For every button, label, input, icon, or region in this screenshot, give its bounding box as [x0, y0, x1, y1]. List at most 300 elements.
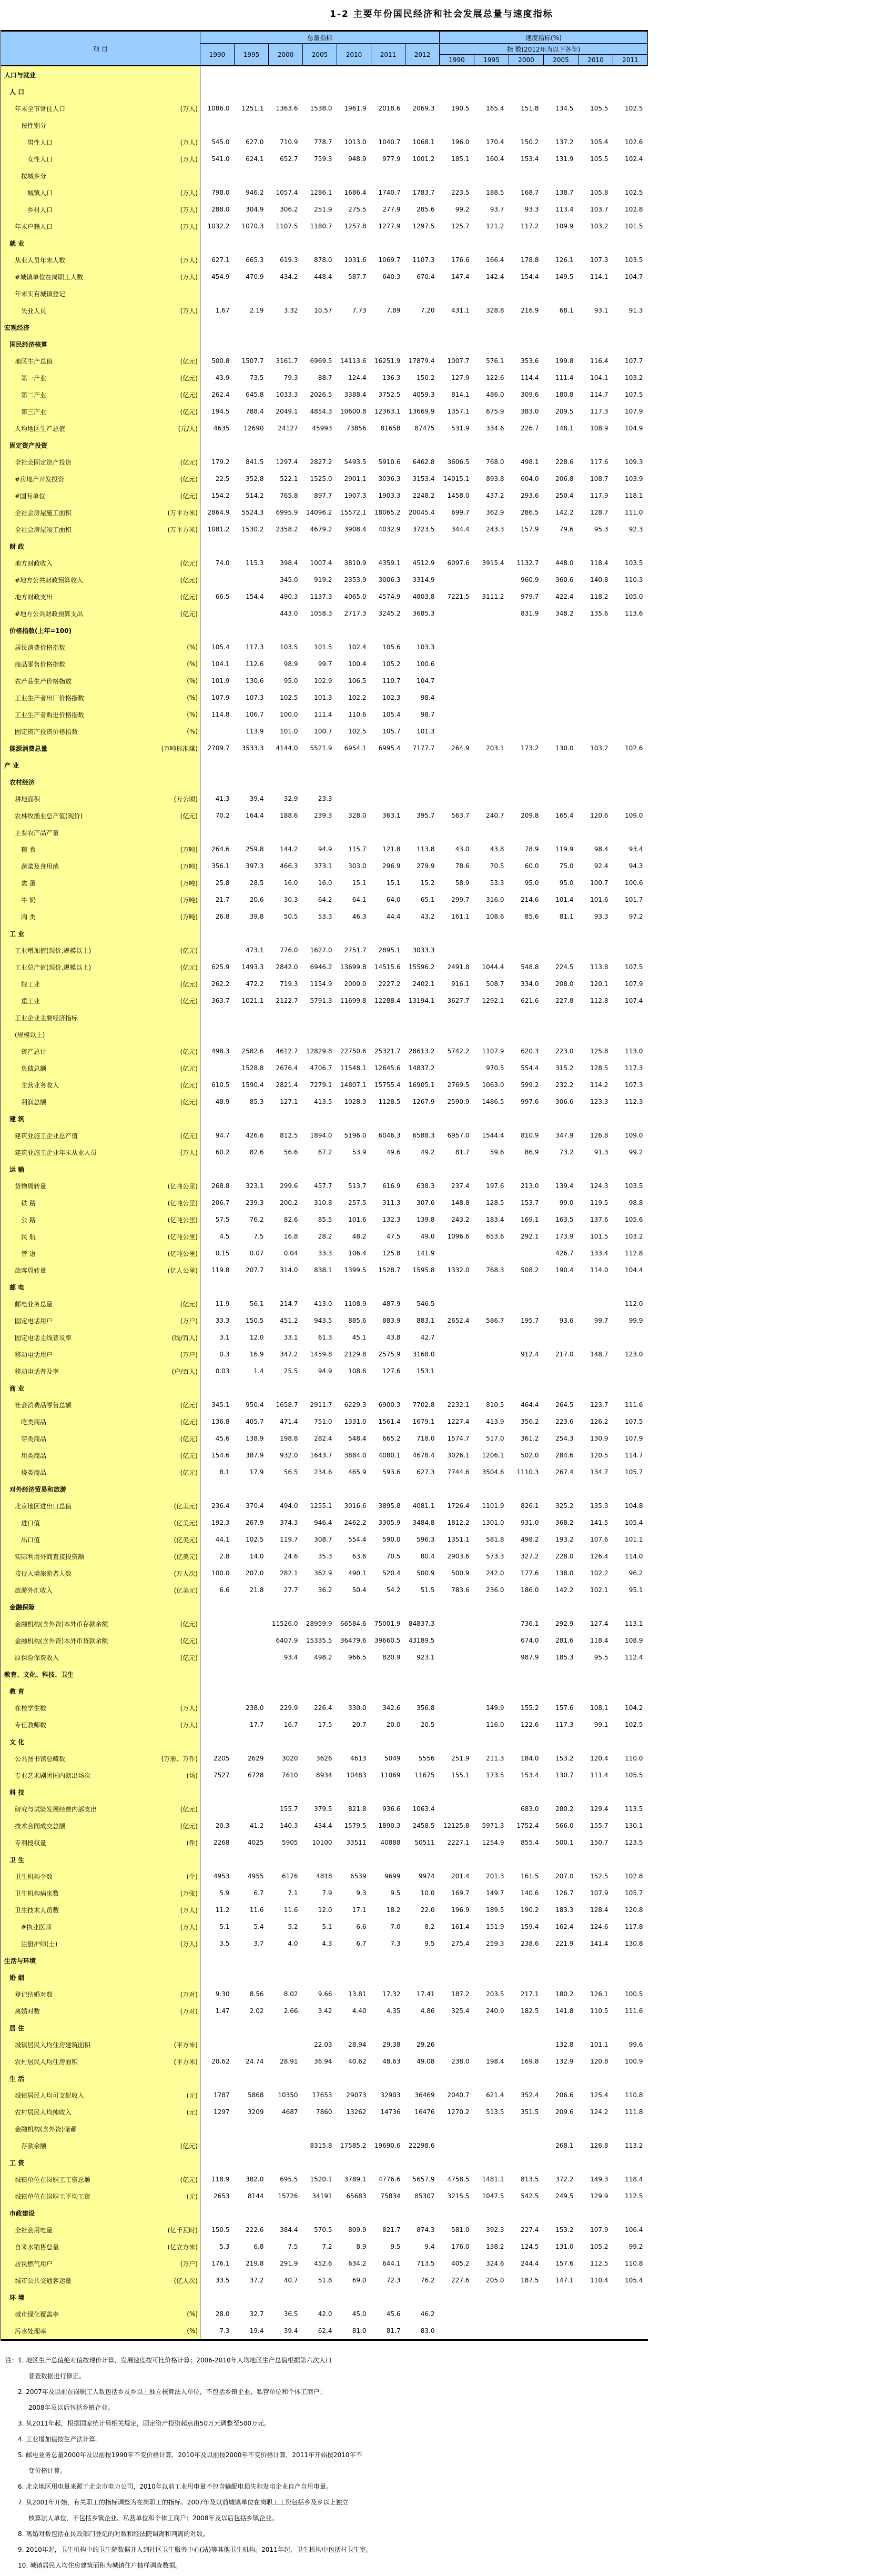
value-cell: 8.9	[356, 2243, 367, 2250]
index-cell: 138.7	[555, 189, 574, 196]
index-cell	[474, 2306, 509, 2322]
item-label: 民 航	[21, 1233, 36, 1241]
table-row	[1, 1632, 648, 1649]
index-cell: 103.7	[590, 206, 608, 213]
index-cell: 120.1	[590, 980, 608, 988]
value-cell	[269, 824, 303, 841]
item-label: 吃类商品	[21, 1418, 47, 1426]
value-cell	[235, 235, 269, 251]
value-cell: 883.9	[382, 1317, 401, 1324]
value-cell: 1068.1	[412, 138, 435, 146]
value-cell: 454.9	[211, 273, 230, 280]
value-cell	[371, 1952, 405, 1969]
index-cell	[509, 2019, 544, 2036]
index-cell: 92.3	[628, 526, 643, 533]
index-cell	[509, 2306, 544, 2322]
index-cell: 683.0	[521, 1805, 539, 1813]
item-label: 城镇居民人均可支配收入	[15, 2091, 85, 2099]
value-cell	[200, 1784, 235, 1800]
index-cell: 831.9	[521, 610, 539, 617]
value-cell: 1257.8	[344, 223, 367, 230]
value-cell: 5196.0	[344, 1132, 367, 1139]
value-cell: 75834	[380, 2192, 401, 2200]
value-cell	[405, 437, 440, 454]
index-cell: 2232.1	[447, 1401, 470, 1408]
index-cell: 3026.1	[447, 1452, 470, 1459]
table-row	[1, 1868, 648, 1885]
index-cell: 107.9	[590, 2226, 608, 2233]
value-cell: 88.7	[318, 374, 332, 381]
index-cell: 91.3	[628, 307, 643, 314]
item-label: 旅客周转量	[15, 1266, 47, 1274]
value-cell	[405, 1598, 440, 1615]
section-row	[1, 1784, 648, 1800]
value-cell: 10100	[312, 1839, 332, 1846]
index-cell: 142.2	[555, 509, 574, 516]
index-cell	[509, 2120, 544, 2137]
value-cell: 76.2	[249, 1216, 264, 1223]
value-cell	[371, 2120, 405, 2137]
item-label: 旅游外汇收入	[15, 1586, 53, 1594]
value-cell: 20.5	[420, 1721, 435, 1728]
index-cell: 113.5	[625, 1805, 643, 1813]
item-unit: (亿吨公里)	[167, 1250, 198, 1257]
index-cell: 3504.6	[482, 1468, 504, 1476]
index-cell	[509, 83, 544, 100]
value-cell: 1297.4	[276, 458, 298, 466]
index-cell	[474, 2070, 509, 2087]
value-cell: 22298.6	[408, 2142, 435, 2149]
value-cell: 311.3	[382, 1199, 401, 1206]
index-cell	[440, 437, 474, 454]
table-row	[1, 470, 648, 487]
value-cell	[200, 336, 235, 353]
value-cell	[337, 117, 371, 134]
table-row	[1, 302, 648, 319]
index-cell: 348.2	[555, 610, 574, 617]
value-cell: 23.3	[318, 795, 332, 802]
value-cell: 33.5	[215, 2277, 230, 2284]
value-cell: 6.7	[356, 1940, 367, 1947]
item-label: 金融保险	[9, 1603, 35, 1611]
value-cell: 125.8	[382, 1250, 401, 1257]
item-unit: (平方米)	[174, 2041, 198, 2049]
index-cell	[440, 2205, 474, 2221]
value-cell: 67.2	[318, 1149, 332, 1156]
item-unit: (万人)	[180, 189, 198, 197]
index-cell: 513.5	[486, 2108, 504, 2116]
index-cell: 132.9	[555, 2058, 574, 2065]
value-cell	[269, 1851, 303, 1868]
item-label: 居民消费价格指数	[15, 643, 66, 651]
value-cell: 306.2	[280, 206, 298, 213]
index-cell: 112.8	[625, 1250, 643, 1257]
value-cell: 2895.1	[378, 947, 401, 954]
value-cell: 101.6	[348, 1216, 367, 1223]
item-label: 就 业	[9, 239, 25, 247]
item-cell	[1, 1598, 200, 1615]
item-label: 邮 电	[9, 1283, 25, 1291]
value-cell	[200, 622, 235, 639]
value-cell: 65.1	[420, 896, 435, 903]
value-cell	[235, 1952, 269, 1969]
value-cell: 1286.1	[310, 189, 332, 196]
table-row	[1, 184, 648, 201]
value-cell: 751.0	[314, 1418, 332, 1425]
item-cell	[1, 2322, 200, 2340]
index-cell: 1044.4	[482, 963, 504, 971]
value-cell: 16476	[414, 2108, 435, 2116]
index-cell: 267.4	[555, 1468, 574, 1476]
index-cell: 147.1	[555, 2277, 574, 2284]
value-cell: 104.7	[417, 677, 435, 685]
index-cell: 5742.2	[447, 1048, 470, 1055]
index-cell: 111.6	[625, 2007, 643, 2015]
index-cell: 148.7	[590, 1351, 608, 1358]
item-label: 原保险保费收入	[15, 1654, 59, 1662]
value-cell: 7.0	[390, 1923, 401, 1930]
item-cell	[1, 1632, 200, 1649]
index-cell: 581.0	[451, 2226, 470, 2233]
item-label: 自来水销售总量	[15, 2243, 59, 2251]
item-label: 固定电话用户	[15, 1317, 53, 1325]
value-cell: 1528.7	[378, 1266, 401, 1274]
index-cell: 196.0	[451, 138, 470, 146]
index-cell: 105.6	[625, 1216, 643, 1223]
table-row	[1, 1228, 648, 1245]
value-cell	[235, 2137, 269, 2154]
item-unit: (亿美元)	[174, 1502, 198, 1510]
value-cell: 127.6	[382, 1367, 401, 1375]
footnote-line: 2. 2007年及以前在岗职工人数包括乡及乡以上独立核算法人单位，不包括乡镇企业、私营单位和个体工商户；	[18, 2388, 326, 2396]
value-cell	[371, 925, 405, 942]
value-cell: 7279.1	[310, 1081, 332, 1089]
index-cell: 173.9	[555, 1233, 574, 1240]
section-row	[1, 538, 648, 555]
table-row	[1, 1565, 648, 1582]
index-cell	[613, 1969, 648, 1986]
value-cell: 2129.8	[344, 1351, 367, 1358]
index-cell: 105.8	[590, 189, 608, 196]
value-cell: 3626	[316, 1755, 332, 1762]
value-cell: 37.2	[249, 2277, 264, 2284]
value-cell: 11526.0	[271, 1620, 298, 1627]
index-cell	[613, 1161, 648, 1178]
value-cell: 4635	[213, 425, 230, 432]
section-row	[1, 2289, 648, 2306]
value-cell: 99.7	[318, 660, 332, 668]
index-cell: 100.9	[625, 2058, 643, 2065]
index-cell: 113.6	[625, 610, 643, 617]
item-unit: (%)	[187, 2310, 198, 2318]
index-cell: 184.0	[521, 1755, 539, 1762]
value-cell	[337, 319, 371, 336]
value-cell: 1128.5	[378, 1098, 401, 1105]
index-cell: 111.6	[625, 1401, 643, 1408]
index-cell	[544, 1110, 578, 1127]
value-cell: 70.2	[215, 812, 230, 819]
value-cell: 239.3	[314, 812, 332, 819]
item-cell	[1, 672, 200, 689]
index-cell: 118.2	[590, 593, 608, 600]
index-cell: 604.0	[521, 475, 539, 482]
index-cell: 117.8	[625, 1923, 643, 1930]
item-unit: (元/人)	[178, 425, 198, 432]
value-cell: 345.1	[211, 1401, 230, 1408]
value-cell	[303, 2120, 337, 2137]
value-cell: 229.9	[280, 1704, 298, 1712]
value-cell: 14736	[380, 2108, 401, 2116]
item-label: 人口与就业	[4, 71, 36, 79]
index-cell: 122.6	[486, 374, 504, 381]
value-cell: 638.3	[417, 1182, 435, 1190]
item-cell	[1, 588, 200, 605]
value-cell: 4025	[247, 1839, 264, 1846]
item-unit: (%)	[187, 660, 198, 668]
item-cell	[1, 1178, 200, 1194]
value-cell: 303.0	[348, 862, 367, 870]
value-cell	[405, 1683, 440, 1699]
index-cell	[440, 1329, 474, 1346]
item-cell	[1, 2087, 200, 2104]
index-cell: 997.6	[521, 1098, 539, 1105]
index-cell: 180.8	[555, 391, 574, 398]
index-cell: 216.9	[521, 307, 539, 314]
index-cell	[440, 1800, 474, 1817]
value-cell	[371, 1481, 405, 1497]
index-cell: 43.8	[490, 846, 504, 853]
value-cell: 7.9	[322, 1889, 332, 1897]
value-cell: 2358.2	[276, 526, 298, 533]
value-cell: 15596.2	[408, 963, 435, 971]
value-cell	[269, 2120, 303, 2137]
value-cell: 465.9	[348, 1468, 367, 1476]
index-cell	[509, 117, 544, 134]
item-label: 建 筑	[9, 1115, 25, 1123]
item-label: 接待入境旅游者人数	[15, 1569, 72, 1577]
index-cell: 150.2	[521, 138, 539, 146]
value-cell	[405, 336, 440, 353]
index-cell: 2491.8	[447, 963, 470, 971]
index-cell	[440, 942, 474, 959]
item-cell	[1, 1733, 200, 1750]
column-header-total: 总量指标	[200, 31, 440, 44]
value-cell: 50511	[414, 1839, 435, 1846]
index-cell	[544, 656, 578, 672]
value-cell: 695.5	[280, 2176, 298, 2183]
item-label: 失业人员	[21, 307, 47, 315]
value-cell: 2018.6	[378, 105, 401, 112]
table-row	[1, 201, 648, 218]
item-cell	[1, 369, 200, 386]
index-cell: 768.3	[486, 1266, 504, 1274]
item-unit: (%)	[187, 677, 198, 685]
value-cell: 6900.3	[378, 1401, 401, 1408]
index-cell	[440, 757, 474, 773]
item-label: 离婚对数	[15, 2007, 40, 2015]
index-cell: 7744.6	[447, 1468, 470, 1476]
value-cell: 192.3	[211, 1519, 230, 1526]
value-cell: 4854.3	[310, 408, 332, 415]
value-cell	[235, 757, 269, 773]
value-cell	[269, 1380, 303, 1396]
item-label: (规模以上)	[15, 1031, 45, 1039]
index-cell	[578, 1295, 613, 1312]
item-label: 年末户籍人口	[15, 223, 53, 230]
table-row	[1, 1885, 648, 1901]
index-cell	[474, 1161, 509, 1178]
index-cell	[509, 1481, 544, 1497]
value-cell: 5657.9	[412, 2176, 435, 2183]
value-cell	[405, 773, 440, 790]
value-cell: 3752.5	[378, 391, 401, 398]
item-unit: (件)	[186, 1839, 198, 1847]
index-cell	[578, 2154, 613, 2171]
index-cell: 125.8	[590, 1048, 608, 1055]
index-cell: 292.1	[521, 1233, 539, 1240]
value-cell	[200, 1026, 235, 1043]
value-cell: 1277.9	[378, 223, 401, 230]
item-unit: (亿元)	[180, 593, 198, 601]
value-cell	[235, 571, 269, 588]
table-row	[1, 134, 648, 150]
index-cell: 117.9	[590, 492, 608, 499]
index-cell: 264.5	[555, 1401, 574, 1408]
item-cell	[1, 1312, 200, 1329]
index-cell: 187.2	[451, 1990, 470, 1998]
index-cell	[474, 656, 509, 672]
value-cell: 56.1	[249, 1300, 264, 1307]
index-cell: 185.1	[451, 155, 470, 163]
index-cell	[578, 942, 613, 959]
value-cell: 2227.2	[378, 980, 401, 988]
value-cell: 11.9	[215, 1300, 230, 1307]
item-unit: (亿元)	[180, 492, 198, 500]
value-cell: 4512.9	[412, 559, 435, 567]
index-cell: 117.3	[625, 1064, 643, 1072]
index-cell	[440, 2322, 474, 2340]
value-cell: 3016.6	[344, 1502, 367, 1510]
index-cell	[544, 1481, 578, 1497]
table-row	[1, 1363, 648, 1380]
value-cell: 32.7	[249, 2310, 264, 2318]
table-row	[1, 2188, 648, 2205]
item-unit: (万人)	[180, 1704, 198, 1712]
value-cell: 154.4	[246, 593, 264, 600]
value-cell	[269, 757, 303, 773]
value-cell: 102.2	[348, 694, 367, 701]
item-cell	[1, 1396, 200, 1413]
index-cell	[544, 1363, 578, 1380]
page-title: 1-2 主要年份国民经济和社会发展总量与速度指标	[330, 9, 553, 19]
value-cell: 5.1	[322, 1923, 332, 1930]
index-cell: 344.4	[451, 526, 470, 533]
value-cell: 114.8	[211, 711, 230, 718]
value-cell: 4081.1	[412, 1502, 435, 1510]
value-cell	[200, 1009, 235, 1026]
index-cell	[544, 336, 578, 353]
section-row	[1, 83, 648, 100]
value-cell	[337, 622, 371, 639]
index-cell: 104.9	[625, 425, 643, 432]
value-cell: 0.3	[219, 1351, 230, 1358]
value-cell: 1679.1	[412, 1418, 435, 1425]
value-cell: 50.4	[352, 1586, 367, 1594]
value-cell	[371, 336, 405, 353]
item-unit: (亿元)	[180, 1435, 198, 1443]
index-cell	[613, 1279, 648, 1295]
footnote-line: 3. 从2011年起，根据国家统计局相关规定，固定资产投资起点由50万元调整至500万元。	[18, 2420, 270, 2427]
section-row	[1, 1666, 648, 1683]
value-cell: 624.1	[246, 155, 264, 163]
value-cell: 821.7	[382, 2226, 401, 2233]
index-cell: 110.5	[590, 2007, 608, 2015]
item-label: 卫 生	[9, 1856, 25, 1864]
index-cell: 251.9	[451, 1755, 470, 1762]
index-cell	[613, 538, 648, 555]
item-cell	[1, 437, 200, 454]
value-cell	[235, 1615, 269, 1632]
item-cell	[1, 1615, 200, 1632]
index-cell: 372.2	[555, 2176, 574, 2183]
value-cell: 85.5	[318, 1216, 332, 1223]
value-cell: 2402.1	[412, 980, 435, 988]
value-cell	[200, 1161, 235, 1178]
table-row	[1, 588, 648, 605]
value-cell	[235, 2205, 269, 2221]
value-cell: 490.3	[280, 593, 298, 600]
section-row	[1, 1952, 648, 1969]
index-cell	[440, 1245, 474, 1262]
value-cell	[405, 2019, 440, 2036]
value-cell	[303, 1598, 337, 1615]
index-cell	[440, 1161, 474, 1178]
value-cell: 277.9	[382, 206, 401, 213]
table-row	[1, 1464, 648, 1481]
index-cell: 125.7	[451, 223, 470, 230]
index-cell	[544, 723, 578, 740]
value-cell: 60.2	[215, 1149, 230, 1156]
index-cell	[544, 2322, 578, 2340]
item-label: 固定资产投资	[9, 441, 48, 449]
value-cell	[303, 319, 337, 336]
index-cell: 169.8	[521, 2058, 539, 2065]
table-row	[1, 908, 648, 925]
value-cell: 1493.3	[241, 963, 264, 971]
value-cell	[405, 1952, 440, 1969]
value-cell: 328.0	[348, 812, 367, 819]
value-cell: 121.8	[382, 846, 401, 853]
index-cell	[474, 2019, 509, 2036]
index-cell	[509, 2154, 544, 2171]
item-unit: (亿元)	[180, 408, 198, 416]
item-cell	[1, 992, 200, 1009]
value-cell	[200, 757, 235, 773]
item-label: 耕地面积	[15, 795, 40, 803]
index-cell: 129.4	[590, 1805, 608, 1813]
value-cell	[200, 2036, 235, 2053]
index-cell	[544, 285, 578, 302]
item-cell	[1, 925, 200, 942]
value-cell: 101.3	[314, 694, 332, 701]
value-cell: 10350	[278, 2091, 298, 2099]
item-label: 铁 路	[21, 1199, 36, 1207]
value-cell: 150.5	[246, 1317, 264, 1324]
index-cell: 223.5	[451, 189, 470, 196]
item-label: 城镇单位在岗职工工资总额	[15, 2176, 91, 2183]
item-cell	[1, 336, 200, 353]
value-cell: 94.7	[215, 1132, 230, 1139]
